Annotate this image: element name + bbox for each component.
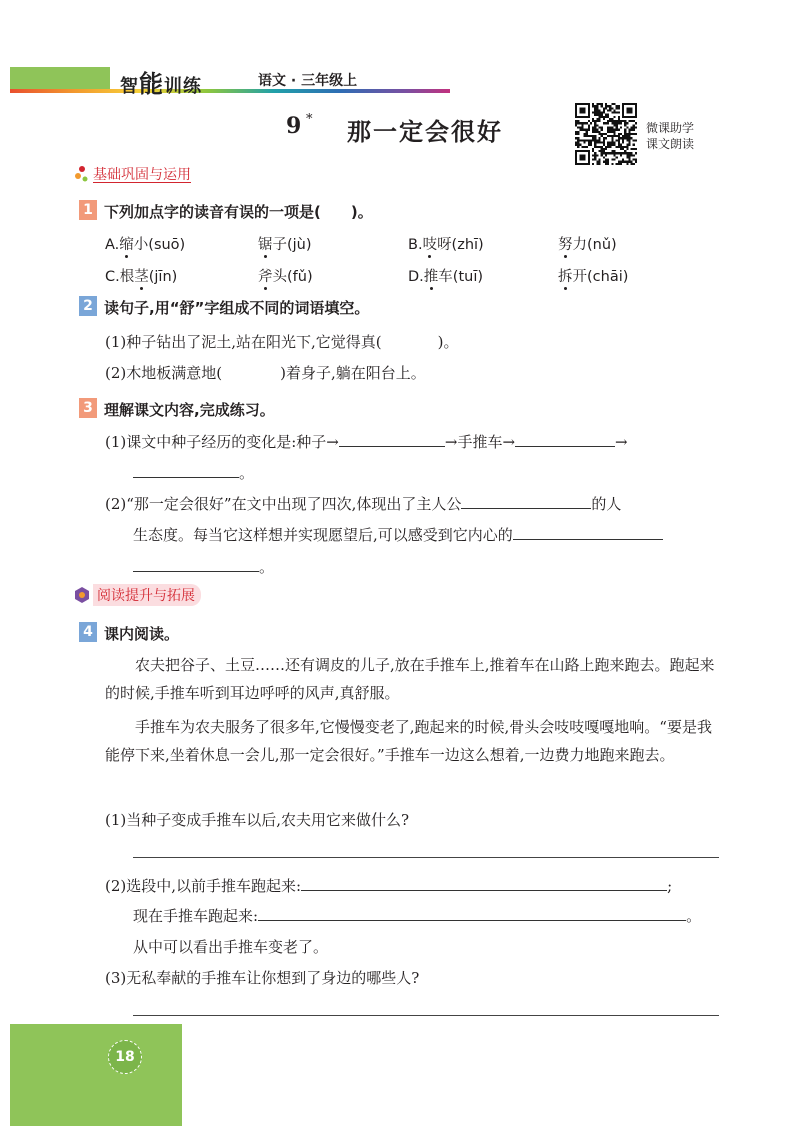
section-reading-tag [74, 585, 201, 605]
qr-code-icon[interactable] [575, 103, 637, 165]
answer-blank[interactable] [133, 465, 239, 478]
q3-line-1: (1)课文中种子经历的变化是:种子→ →手推车→ → [105, 433, 628, 451]
brand-title: 智能训练 [120, 70, 202, 98]
q2-line-2: (2)木地板满意地( )着身子,躺在阳台上。 [105, 364, 426, 382]
question-3-stem: 理解课文内容,完成练习。 [104, 401, 275, 419]
question-1-stem: 下列加点字的读音有误的一项是( )。 [104, 203, 373, 221]
section-basic-title: 基础巩固与运用 [93, 167, 191, 183]
section-basic-tag [74, 164, 191, 184]
option-a2: 锯子(jù) [258, 237, 312, 253]
option-b2: 努力(nǔ) [558, 237, 617, 253]
option-d1: D.推车(tuī) [408, 269, 483, 285]
q4-sub-1: (1)当种子变成手推车以后,农夫用它来做什么? [105, 811, 410, 829]
reading-paragraph-1: 农夫把谷子、土豆……还有调皮的儿子,放在手推车上,推着车在山路上跑来跑去。跑起来的时候,手推车听到耳边呼呼的风声,真舒服。 [105, 656, 715, 702]
lesson-star: * [306, 112, 313, 127]
answer-blank[interactable] [515, 434, 615, 447]
footer-green-block [10, 1024, 182, 1126]
qr-caption-line-2: 课文朗读 [646, 137, 695, 151]
answer-blank[interactable] [301, 878, 667, 891]
q2-line-1: (1)种子钻出了泥土,站在阳光下,它觉得真( )。 [105, 333, 459, 351]
answer-blank[interactable] [513, 527, 663, 540]
q4-sub-2b: 现在手推车跑起来: 。 [133, 907, 702, 925]
q3-line-4: 。 [133, 556, 274, 577]
answer-blank[interactable] [339, 434, 445, 447]
q3-line-2: (2)“那一定会很好”在文中出现了四次,体现出了主人公 的人 [105, 495, 622, 513]
answer-blank[interactable] [461, 496, 591, 509]
question-number-1: 1 [79, 200, 97, 220]
option-d2: 拆开(chāi) [558, 269, 629, 285]
answer-line[interactable] [133, 1015, 719, 1016]
answer-blank[interactable] [258, 908, 686, 921]
lesson-title: 那一定会很好 [347, 117, 503, 146]
answer-line[interactable] [133, 857, 719, 858]
q4-sub-2c: 从中可以看出手推车变老了。 [133, 938, 329, 956]
option-c2: 斧头(fǔ) [258, 269, 313, 285]
page-number: 18 [108, 1040, 142, 1074]
dots-icon [74, 165, 90, 183]
answer-blank[interactable] [133, 559, 259, 572]
header-rainbow-bar [10, 89, 450, 93]
option-c1: C.根茎(jīn) [105, 269, 178, 285]
section-reading-title: 阅读提升与拓展 [93, 584, 201, 606]
question-4-stem: 课内阅读。 [104, 625, 180, 643]
q4-sub-2a: (2)选段中,以前手推车跑起来: ; [105, 877, 673, 895]
question-number-3: 3 [79, 398, 97, 418]
question-number-4: 4 [79, 622, 97, 642]
reading-paragraph-2: 手推车为农夫服务了很多年,它慢慢变老了,跑起来的时候,骨头会吱吱嘎嘎地响。“要是我能停下来,坐着休息一会儿,那一定会很好。”手推车一边这么想着,一边费力地跑来跑去。 [105, 718, 712, 764]
hexagon-icon [74, 586, 90, 604]
header-green-block [10, 67, 110, 89]
q3-line-3: 生态度。每当它这样想并实现愿望后,可以感受到它内心的 [133, 524, 663, 545]
question-2-stem: 读句子,用“舒”字组成不同的词语填空。 [104, 299, 370, 317]
q4-sub-3: (3)无私奉献的手推车让你想到了身边的哪些人? [105, 969, 420, 987]
option-a1: A.缩小(suō) [105, 237, 186, 253]
subject-grade: 语文 · 三年级上 [258, 73, 358, 89]
qr-caption-line-1: 微课助学 [646, 121, 695, 135]
lesson-number: 9 [286, 113, 302, 139]
option-b1: B.吱呀(zhī) [408, 237, 484, 253]
q3-line-1-cont: 。 [133, 462, 254, 483]
qr-caption [646, 120, 694, 152]
question-number-2: 2 [79, 296, 97, 316]
